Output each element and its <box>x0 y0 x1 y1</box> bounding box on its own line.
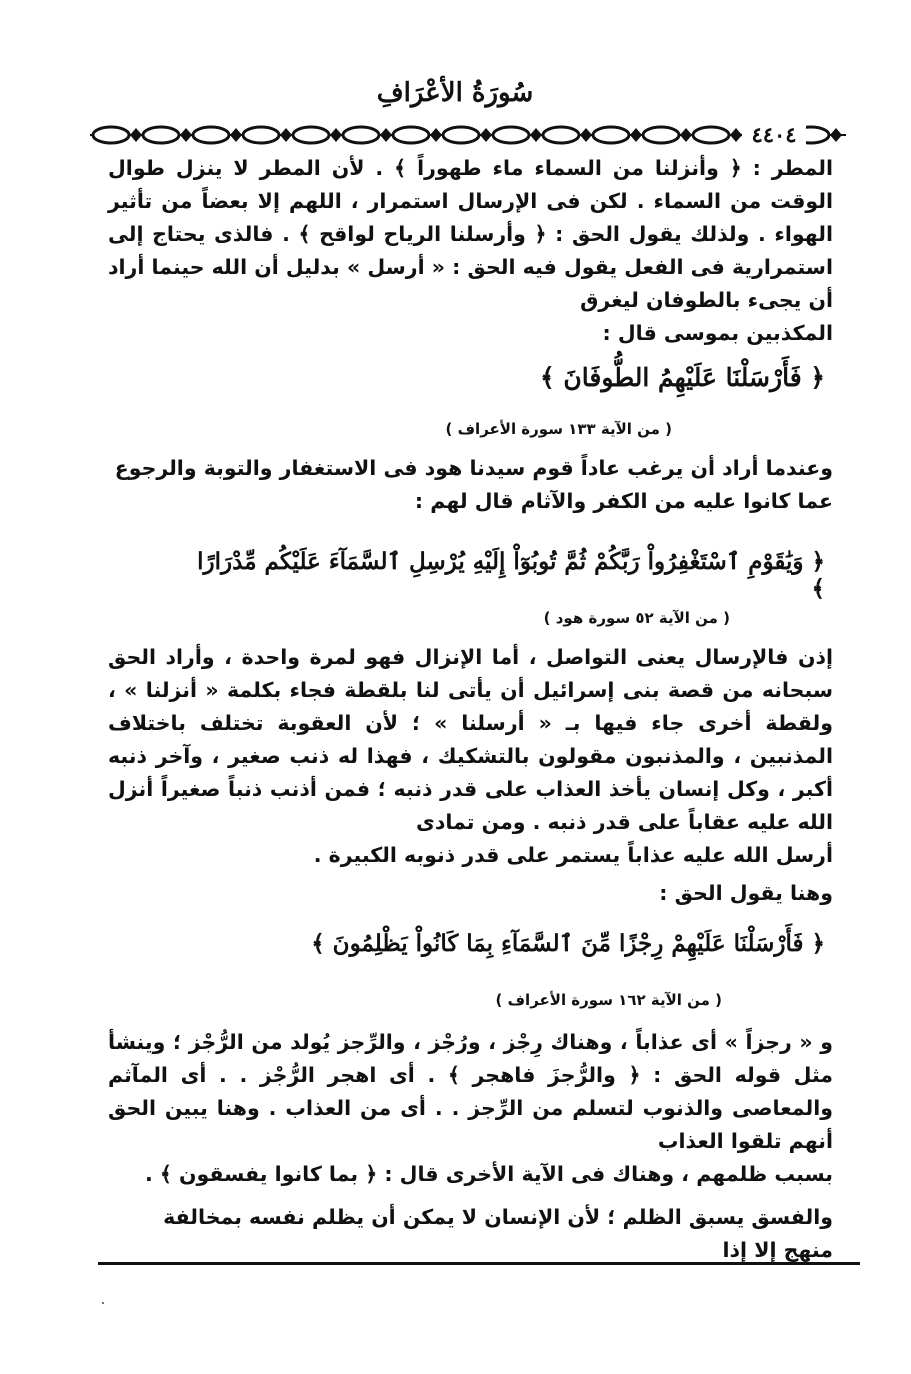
page-number: ٤٤٠٤ <box>742 122 806 148</box>
ornament-link <box>643 127 679 143</box>
ornament-diamond <box>280 128 292 142</box>
ornament-diamond <box>580 128 592 142</box>
ornament-diamond <box>480 128 492 142</box>
footer-rule <box>98 1262 860 1265</box>
ornament-link <box>243 127 279 143</box>
ornament-link <box>493 127 529 143</box>
ornament-link <box>93 127 129 143</box>
ornament-link <box>143 127 179 143</box>
paragraph-1-last-line: المكذبين بموسى قال : <box>602 321 833 345</box>
paragraph-1-text: المطر : ﴿ وأنزلنا من السماء ماء طهوراً ﴾ . لأن المطر لا ينزل طوال الوقت من السماء . لكن فى الإرسال استمرار ، اللهم إلا بعضاً من تأثير الهواء . ولذلك يقول الحق : ﴿ وأرسلنا الرياح لواقح ﴾ . فالذى يحتاج إلى استمرارية فى الفعل يقول فيه الحق : « أرسل » بدليل أن الله حينما أراد أن يجىء بالطوفان ليغرق <box>108 156 833 312</box>
ornament-diamond <box>830 128 842 142</box>
paragraph-2-text: وعندما أراد أن يرغب عاداً قوم سيدنا هود فى الاستغفار والتوبة والرجوع <box>114 456 833 480</box>
paper-speck <box>102 1302 104 1304</box>
ornamental-border <box>88 123 848 147</box>
ornament-link <box>393 127 429 143</box>
ornament-link <box>543 127 579 143</box>
ornament-diamond <box>530 128 542 142</box>
paragraph-5-last-line: بسبب ظلمهم ، وهناك فى الآية الأخرى قال : ﴿ بما كانوا يفسقون ﴾ . <box>144 1162 833 1186</box>
ornament-diamond <box>380 128 392 142</box>
ornament-diamond <box>180 128 192 142</box>
ornament-link <box>193 127 229 143</box>
paragraph-2-last-line: عما كانوا عليه من الكفر والآثام قال لهم : <box>414 489 833 513</box>
ornament-diamond <box>330 128 342 142</box>
ornament-link <box>593 127 629 143</box>
paragraph-3-last-line: أرسل الله عليه عذاباً يستمر على قدر ذنوبه الكبيرة . <box>313 843 833 867</box>
paragraph-5-text: و « رجزاً » أى عذاباً ، وهناك رِجْز ، ورُجْز ، والرِّجز يُولد من الرُّجْز ؛ وينشأ مثل قوله الحق : ﴿ والرُّجزَ فاهجر ﴾ . أى اهجر الرُّجْز . . أى المآثم والمعاصى والذنوب لتسلم من الرِّجز . . أى من العذاب . وهنا يبين الحق أنهم تلقوا العذاب <box>108 1030 833 1153</box>
paragraph-5 <box>108 1026 833 1191</box>
paragraph-4 <box>108 877 833 910</box>
verse-1-reference: ( من الآية ١٣٣ سورة الأعراف ) <box>445 420 672 438</box>
paragraph-1 <box>108 152 833 350</box>
ornament-diamond <box>430 128 442 142</box>
paragraph-4-text: وهنا يقول الحق : <box>659 881 833 905</box>
ornament-diamond <box>730 128 742 142</box>
ornament-diamond <box>680 128 692 142</box>
ornament-diamond <box>230 128 242 142</box>
ornament-link <box>443 127 479 143</box>
paragraph-3 <box>108 641 833 872</box>
paragraph-6 <box>108 1201 833 1267</box>
verse-3-reference: ( من الآية ١٦٢ سورة الأعراف ) <box>495 991 722 1009</box>
surah-title: سُورَةُ الأعْرَافِ <box>376 78 534 108</box>
verse-2: ﴿ وَيَٰقَوْمِ ٱسْتَغْفِرُواْ رَبَّكُمْ ثُمَّ تُوبُوٓاْ إِلَيْهِ يُرْسِلِ ٱلسَّمَآءَ عَلَيْكُم مِّدْرَارًا ﴾ <box>197 548 825 602</box>
ornament-diamond <box>130 128 142 142</box>
ornament-diamond <box>630 128 642 142</box>
paragraph-3-text: إذن فالإرسال يعنى التواصل ، أما الإنزال فهو لمرة واحدة ، وأراد الحق سبحانه من قصة بنى إسرائيل أن يأتى لنا بلقطة فجاء بكلمة « أنزلنا » ، ولقطة أخرى جاء فيها بـ « أرسلنا » ؛ لأن العقوبة تختلف باختلاف المذنبين ، والمذنبون مقولون بالتشكيك ، فهذا له ذنب صغير ، وآخر ذنبه أكبر ، وكل إنسان يأخذ العذاب على قدر ذنبه ؛ فمن أذنب ذنباً صغيراً أنزل الله عليه عقاباً على قدر ذنبه . ومن تمادى <box>108 645 833 834</box>
paragraph-2 <box>108 452 833 518</box>
ornament-link <box>343 127 379 143</box>
ornament-link <box>293 127 329 143</box>
ornament-link <box>693 127 729 143</box>
verse-3: ﴿ فَأَرْسَلْنَا عَلَيْهِمْ رِجْزًا مِّنَ ٱلسَّمَآءِ بِمَا كَانُواْ يَظْلِمُونَ ﴾ <box>311 930 825 957</box>
verse-1: ﴿ فَأَرْسَلْنَا عَلَيْهِمُ الطُّوفَانَ ﴾ <box>540 363 825 392</box>
paragraph-6-text: والفسق يسبق الظلم ؛ لأن الإنسان لا يمكن أن يظلم نفسه بمخالفة منهج إلا إذا <box>163 1205 833 1262</box>
verse-2-reference: ( من الآية ٥٢ سورة هود ) <box>543 609 730 627</box>
